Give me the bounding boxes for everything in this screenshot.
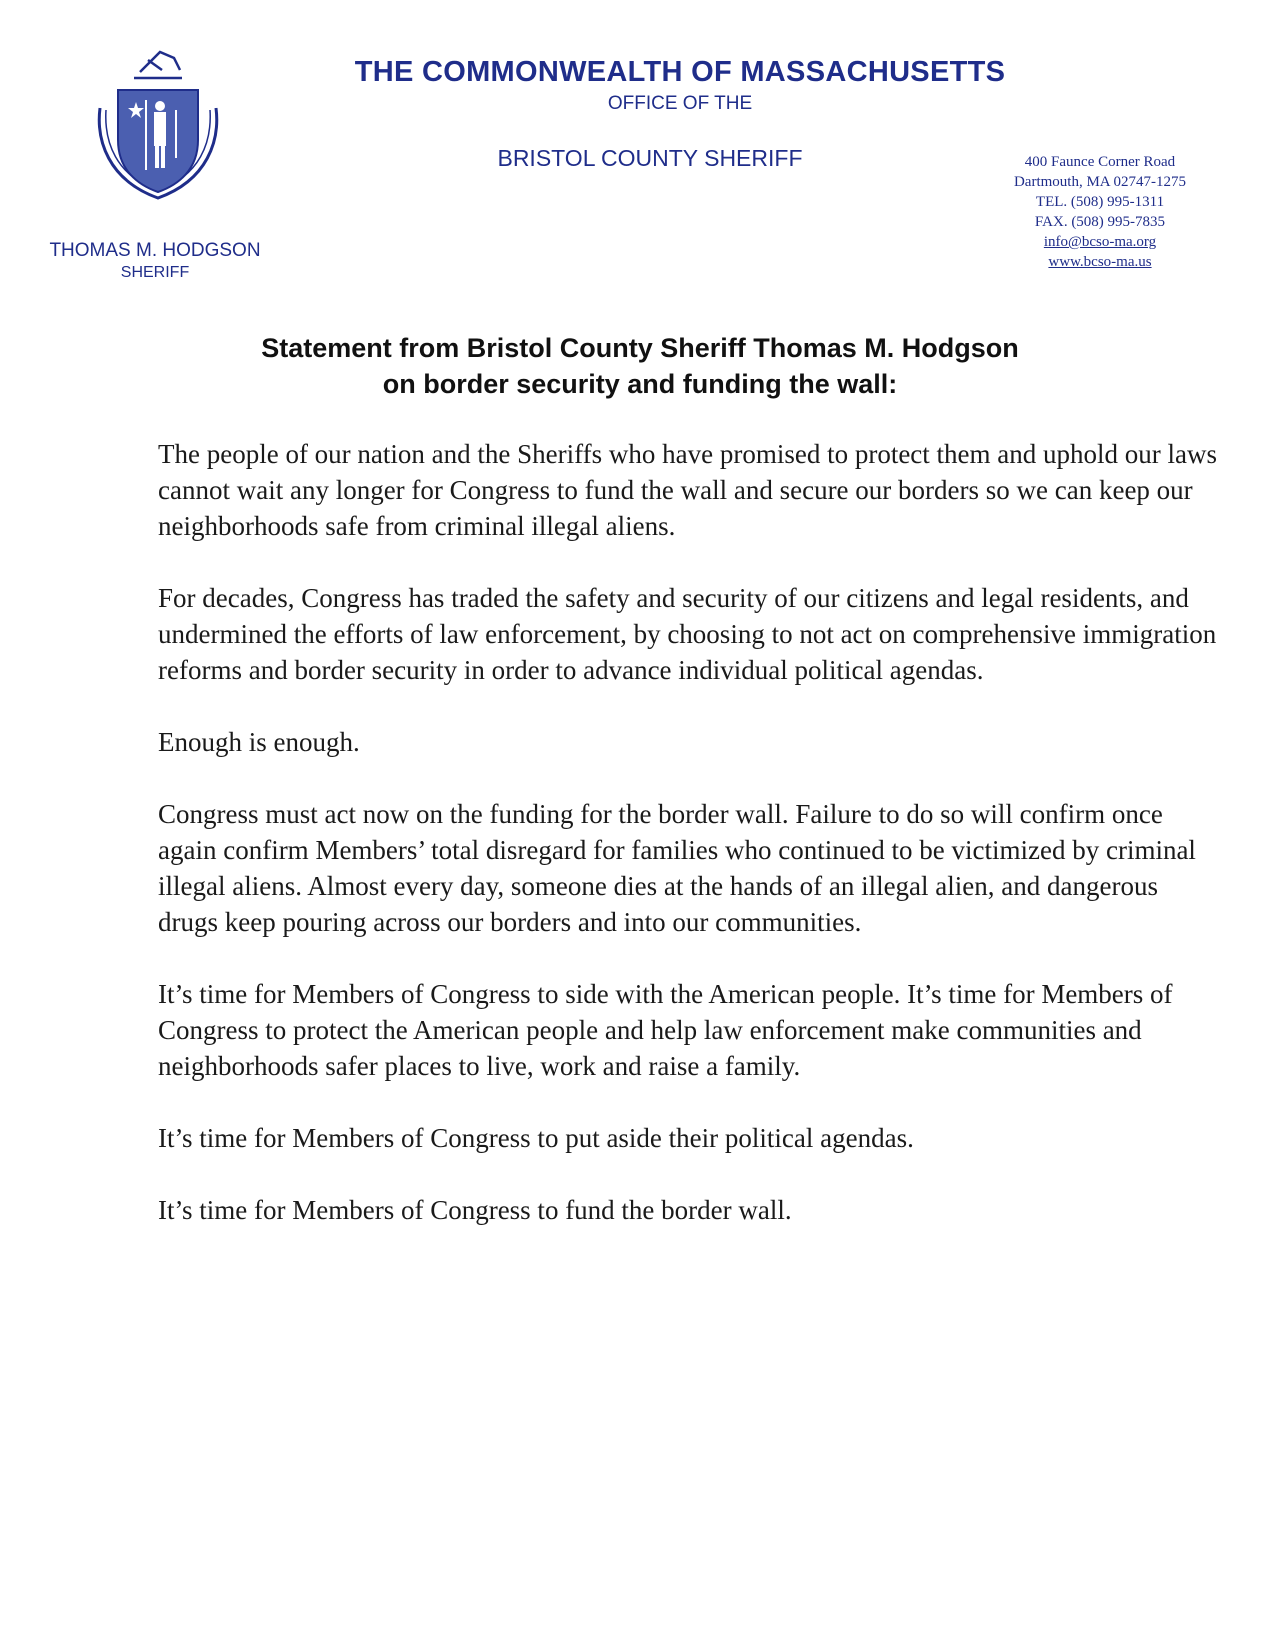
email-link[interactable]: info@bcso-ma.org — [1043, 234, 1157, 250]
statement-title — [140, 330, 1140, 402]
letterhead-county-office: BRISTOL COUNTY SHERIFF — [497, 145, 803, 171]
sheriff-name: THOMAS M. HODGSON — [49, 240, 261, 261]
fax: FAX. (508) 995-7835 — [1034, 214, 1166, 230]
website-link[interactable]: www.bcso-ma.us — [1048, 254, 1152, 270]
statement-body — [158, 436, 1218, 1264]
sheriff-signature-block — [30, 240, 280, 284]
sheriff-title: SHERIFF — [120, 264, 190, 281]
paragraph: Congress must act now on the funding for the border wall. Failure to do so will confirm once again confirm Members’ total disregard for families who continued to be victimized by criminal illegal aliens. Almost every day, someone dies at the hands of an illegal alien, and dangerous drugs keep pouring across our borders and into our communities. — [158, 799, 1196, 937]
telephone: TEL. (508) 995-1311 — [1035, 194, 1165, 210]
paragraph: The people of our nation and the Sheriffs who have promised to protect them and uphold our laws cannot wait any longer for Congress to fund the wall and secure our borders so we can keep our neighborhoods safe from criminal illegal aliens. — [158, 439, 1217, 541]
address-line-1: 400 Faunce Corner Road — [1024, 154, 1176, 170]
massachusetts-seal-icon — [88, 30, 228, 210]
paragraph: Enough is enough. — [158, 727, 360, 757]
contact-block — [980, 152, 1220, 272]
letterhead-commonwealth: THE COMMONWEALTH OF MASSACHUSETTS — [354, 56, 1006, 88]
statement-title-line-1: Statement from Bristol County Sheriff Thomas M. Hodgson — [261, 333, 1019, 363]
paragraph: It’s time for Members of Congress to put aside their political agendas. — [158, 1123, 914, 1153]
address-line-2: Dartmouth, MA 02747-1275 — [1013, 174, 1187, 190]
paragraph: It’s time for Members of Congress to fund the border wall. — [158, 1195, 792, 1225]
paragraph: It’s time for Members of Congress to side with the American people. It’s time for Members of Congress to protect the American people and help law enforcement make communities and neighborhoods safer places to live, work and raise a family. — [158, 979, 1173, 1081]
paragraph: For decades, Congress has traded the safety and security of our citizens and legal residents, and undermined the efforts of law enforcement, by choosing to not act on comprehensive immigration reforms and border security in order to advance individual political agendas. — [158, 583, 1217, 685]
statement-title-line-2: on border security and funding the wall: — [382, 369, 898, 399]
letterhead-office-of: OFFICE OF THE — [607, 93, 753, 114]
